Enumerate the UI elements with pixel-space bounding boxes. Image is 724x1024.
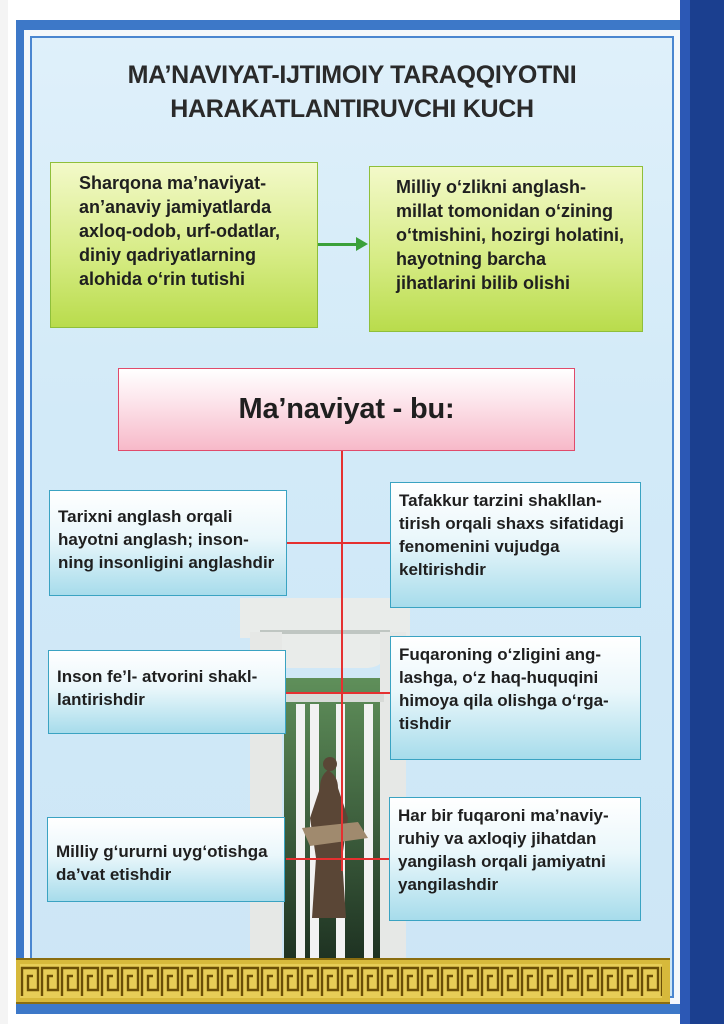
definition-history — [49, 490, 287, 596]
box-line: an’anaviy jamiyatlarda — [79, 197, 272, 217]
box-line: hayotning barcha — [396, 249, 547, 269]
title-line-2: HARAKATLANTIRUVCHI KUCH — [170, 95, 534, 123]
box-line: o‘tmishini, hozirgi holatini, — [396, 225, 624, 245]
box-line: yangilash orqali jamiyatni — [398, 852, 606, 871]
box-line: lashga, o‘z haq-huquqini — [399, 668, 599, 687]
definition-renewal — [389, 797, 641, 921]
box-line: himoya qila olishga o‘rga- — [399, 691, 609, 710]
box-national-identity — [369, 166, 643, 332]
connector-row-2 — [286, 692, 390, 694]
box-line: ning insonligini anglashdir — [58, 553, 275, 572]
scan-edge — [0, 0, 8, 1024]
box-line: Tafakkur tarzini shakllan- — [399, 491, 602, 510]
box-line: jihatlarini bilib olishi — [396, 273, 571, 293]
box-line: alohida o‘rin tutishi — [79, 269, 245, 289]
definition-character — [48, 650, 286, 734]
box-line: Sharqona ma’naviyat- — [79, 173, 267, 193]
box-line: tishdir — [399, 714, 451, 733]
box-line: Milliy g‘ururni uyg‘otishga — [56, 842, 268, 861]
box-line: hayotni anglash; inson- — [58, 530, 249, 549]
binding-strip-edge — [680, 0, 690, 1024]
definition-citizen-identity — [390, 636, 641, 760]
box-line: fenomenini vujudga — [399, 537, 560, 556]
box-line: diniy qadriyatlarning — [79, 245, 257, 265]
box-line: yangilashdir — [398, 875, 499, 894]
box-eastern-spirituality — [50, 162, 318, 328]
box-line: Milliy o‘zlikni anglash- — [396, 177, 587, 197]
center-definition-label: Ma’naviyat - bu: — [238, 393, 455, 425]
box-line: Har bir fuqaroni ma’naviy- — [398, 806, 609, 825]
definition-national-pride — [47, 817, 285, 902]
connector-row-1 — [286, 542, 390, 544]
box-line: lantirishdir — [57, 690, 145, 709]
box-line: tirish orqali shaxs sifatidagi — [399, 514, 624, 533]
connector-trunk — [341, 451, 343, 871]
center-definition-box — [118, 368, 575, 451]
poster-title — [60, 58, 644, 126]
title-line-1: MA’NAVIYAT-IJTIMOIY TARAQQIYOTNI — [127, 61, 577, 89]
flow-arrow-shaft — [318, 243, 360, 246]
ornament-border — [16, 958, 670, 1004]
greek-key-pattern — [16, 960, 666, 1002]
box-line: Fuqaroning o‘zligini ang- — [399, 645, 602, 664]
box-line: da’vat etishdir — [56, 865, 172, 884]
box-line: ruhiy va axloqiy jihatdan — [398, 829, 597, 848]
flow-arrow-head — [356, 237, 368, 251]
box-line: Tarixni anglash orqali — [58, 507, 233, 526]
box-line: keltirishdir — [399, 560, 486, 579]
box-line: millat tomonidan o‘zining — [396, 201, 613, 221]
box-line: Inson fe’l- atvorini shakl- — [57, 667, 258, 686]
box-line: axloq-odob, urf-odatlar, — [79, 221, 280, 241]
definition-thinking — [390, 482, 641, 608]
connector-row-3 — [286, 858, 390, 860]
